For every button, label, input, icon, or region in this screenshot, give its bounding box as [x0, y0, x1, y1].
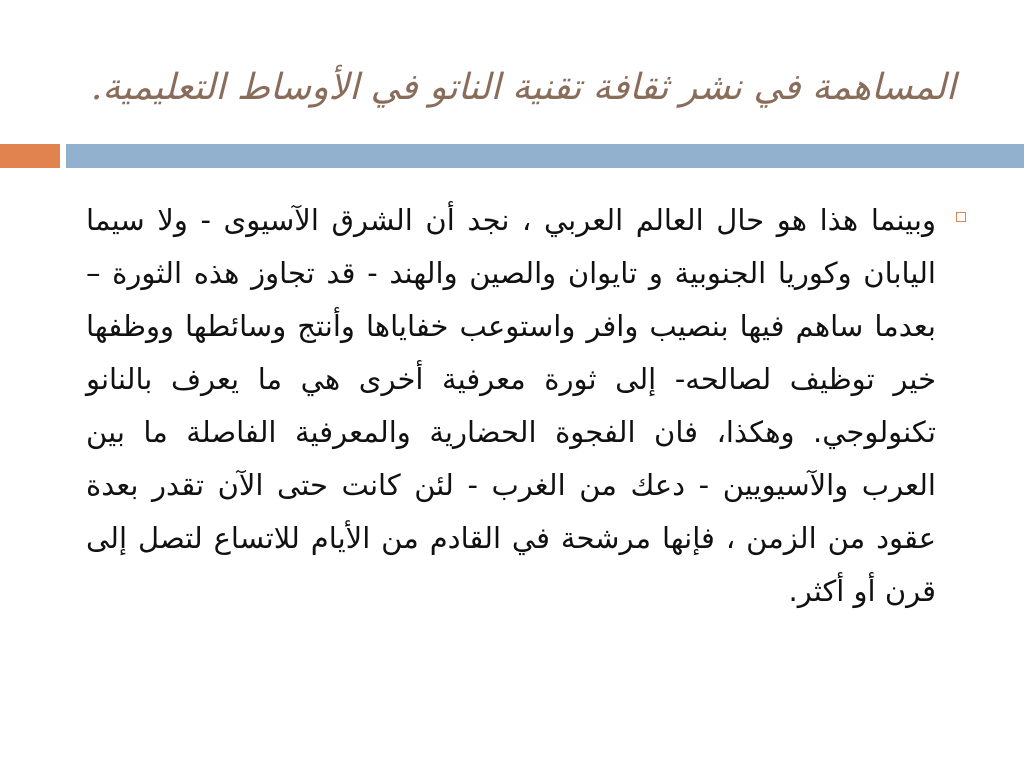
- slide-body: [86, 194, 966, 618]
- bullet-item: [86, 194, 966, 618]
- slide-title: المساهمة في نشر ثقافة تقنية الناتو في الأوساط التعليمية.: [90, 67, 956, 108]
- square-bullet-icon: [956, 212, 966, 222]
- bullet-text: وبينما هذا هو حال العالم العربي ، نجد أن الشرق الآسيوى - ولا سيما اليابان وكوريا الجنوبية و تايوان والصين والهند - قد تجاوز هذه الثورة – بعدما ساهم فيها بنصيب وافر واستوعب خفاياها وأنتج وسائطها ووظفها خير توظيف لصالحه- إلى ثورة معرفية أخرى هي ما يعرف بالنانو تكنولوجي. وهكذا، فان الفجوة الحضارية والمعرفية الفاصلة ما بين العرب والآسيويين - دعك من الغرب - لئن كانت حتى الآن تقدر بعدة عقود من الزمن ، فإنها مرشحة في القادم من الأيام للاتساع لتصل إلى قرن أو أكثر.: [86, 203, 936, 608]
- accent-bar-orange: [0, 144, 60, 168]
- accent-bar-blue: [66, 144, 1024, 168]
